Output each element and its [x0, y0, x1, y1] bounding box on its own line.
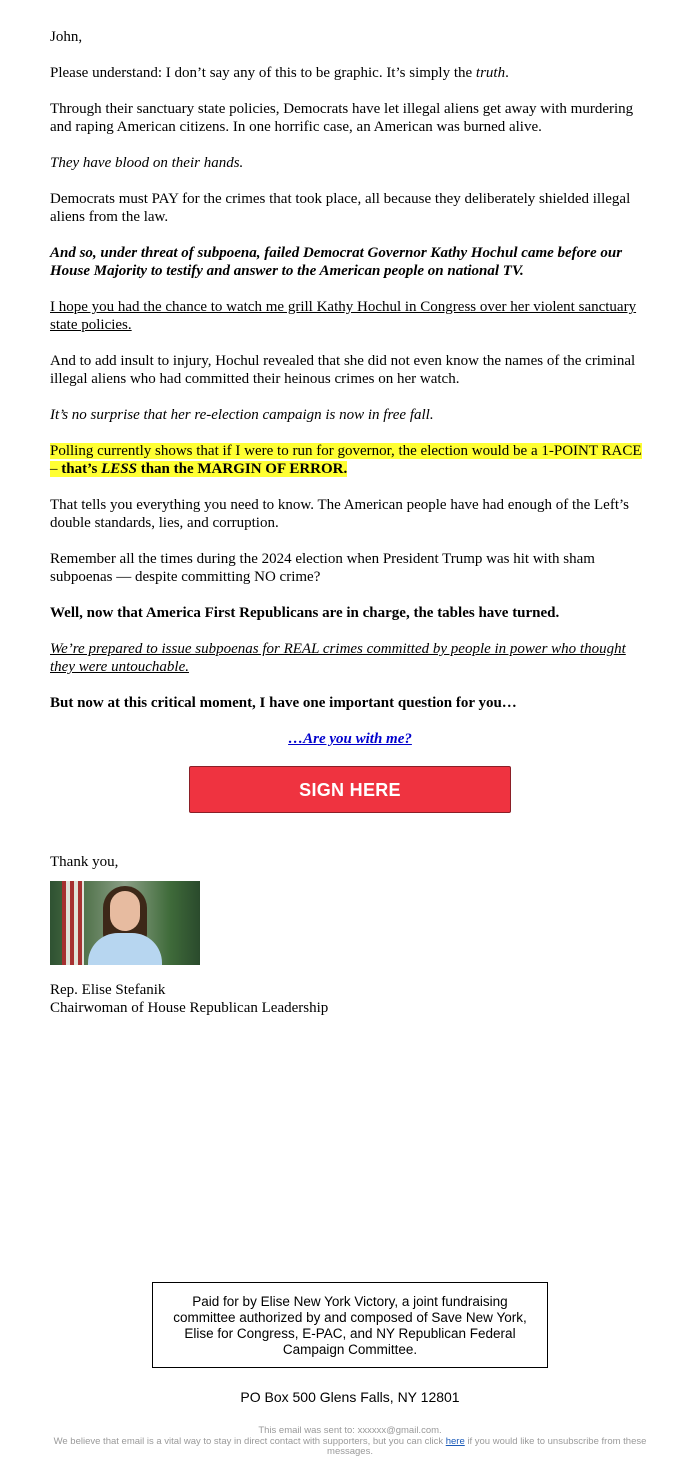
are-you-with-me-link[interactable]: …Are you with me?: [288, 731, 412, 747]
paragraph-subpoena: And so, under threat of subpoena, failed Democrat Governor Kathy Hochul came before our House Majority to testify and answer to the American people on national TV.: [50, 245, 623, 279]
paragraph-pay: Democrats must PAY for the crimes that took place, all because they deliberately shielded illegal aliens from the law.: [50, 191, 631, 225]
paragraph-grill-link[interactable]: I hope you had the chance to watch me grill Kathy Hochul in Congress over her violent sanctuary state policies.: [50, 299, 637, 333]
sign-here-button[interactable]: SIGN HERE: [189, 766, 511, 813]
question-link-row: [50, 730, 650, 748]
truth-emphasis: truth: [475, 65, 506, 81]
paragraph-question: But now at this critical moment, I have one important question for you…: [50, 695, 517, 711]
unsubscribe-notice: We believe that email is a vital way to stay in direct contact with supporters, but you can click here if you would like to unsubscribe from these messages.: [53, 1435, 647, 1457]
paragraph-tables-turned: Well, now that America First Republicans are in charge, the tables have turned.: [50, 605, 560, 621]
polling-highlight: Polling currently shows that if I were to run for governor, the election would be a 1-POINT RACE – that’s LESS than the MARGIN OF ERROR.: [50, 443, 642, 477]
signer-photo: [50, 881, 200, 965]
sent-to-notice: This email was sent to: xxxxxx@gmail.com.: [258, 1425, 442, 1436]
paid-for-disclaimer: Paid for by Elise New York Victory, a joint fundraising committee authorized by and composed of Save New York, Elise for Congress, E-PAC, and NY Republican Federal Campaign Committee.: [152, 1282, 548, 1368]
sign-off: Thank you,: [50, 854, 119, 870]
paragraph-blood: They have blood on their hands.: [50, 155, 244, 171]
paragraph-insult: And to add insult to injury, Hochul revealed that she did not even know the names of the criminal illegal aliens who had committed their heinous crimes on her watch.: [50, 353, 636, 387]
mailing-address: PO Box 500 Glens Falls, NY 12801: [240, 1389, 460, 1405]
email-body: [50, 28, 650, 1017]
signer-title: Chairwoman of House Republican Leadership: [50, 1000, 329, 1016]
paragraph-sanctuary: Through their sanctuary state policies, Democrats have let illegal aliens get away with murdering and raping American citizens. In one horrific case, an American was burned alive.: [50, 101, 634, 135]
paragraph-tells: That tells you everything you need to know. The American people have had enough of the Left’s double standards, lies, and corruption.: [50, 497, 630, 531]
paragraph-real-crimes-link[interactable]: We’re prepared to issue subpoenas for REAL crimes committed by people in power who thought they were untouchable.: [50, 641, 626, 675]
greeting: John,: [50, 29, 83, 45]
email-footer: [48, 1426, 652, 1458]
paragraph-free-fall: It’s no surprise that her re-election campaign is now in free fall.: [50, 407, 434, 423]
paragraph-remember: Remember all the times during the 2024 election when President Trump was hit with sham subpoenas — despite committing NO crime?: [50, 551, 595, 585]
cta-row: [50, 766, 650, 813]
paragraph-truth: Please understand: I don’t say any of this to be graphic. It’s simply the truth.: [50, 65, 509, 81]
unsubscribe-link[interactable]: here: [445, 1435, 465, 1447]
paragraph-polling: [50, 442, 650, 478]
signature-block: [50, 981, 650, 1017]
signer-name: Rep. Elise Stefanik: [50, 982, 166, 998]
flag-icon: [62, 881, 84, 965]
